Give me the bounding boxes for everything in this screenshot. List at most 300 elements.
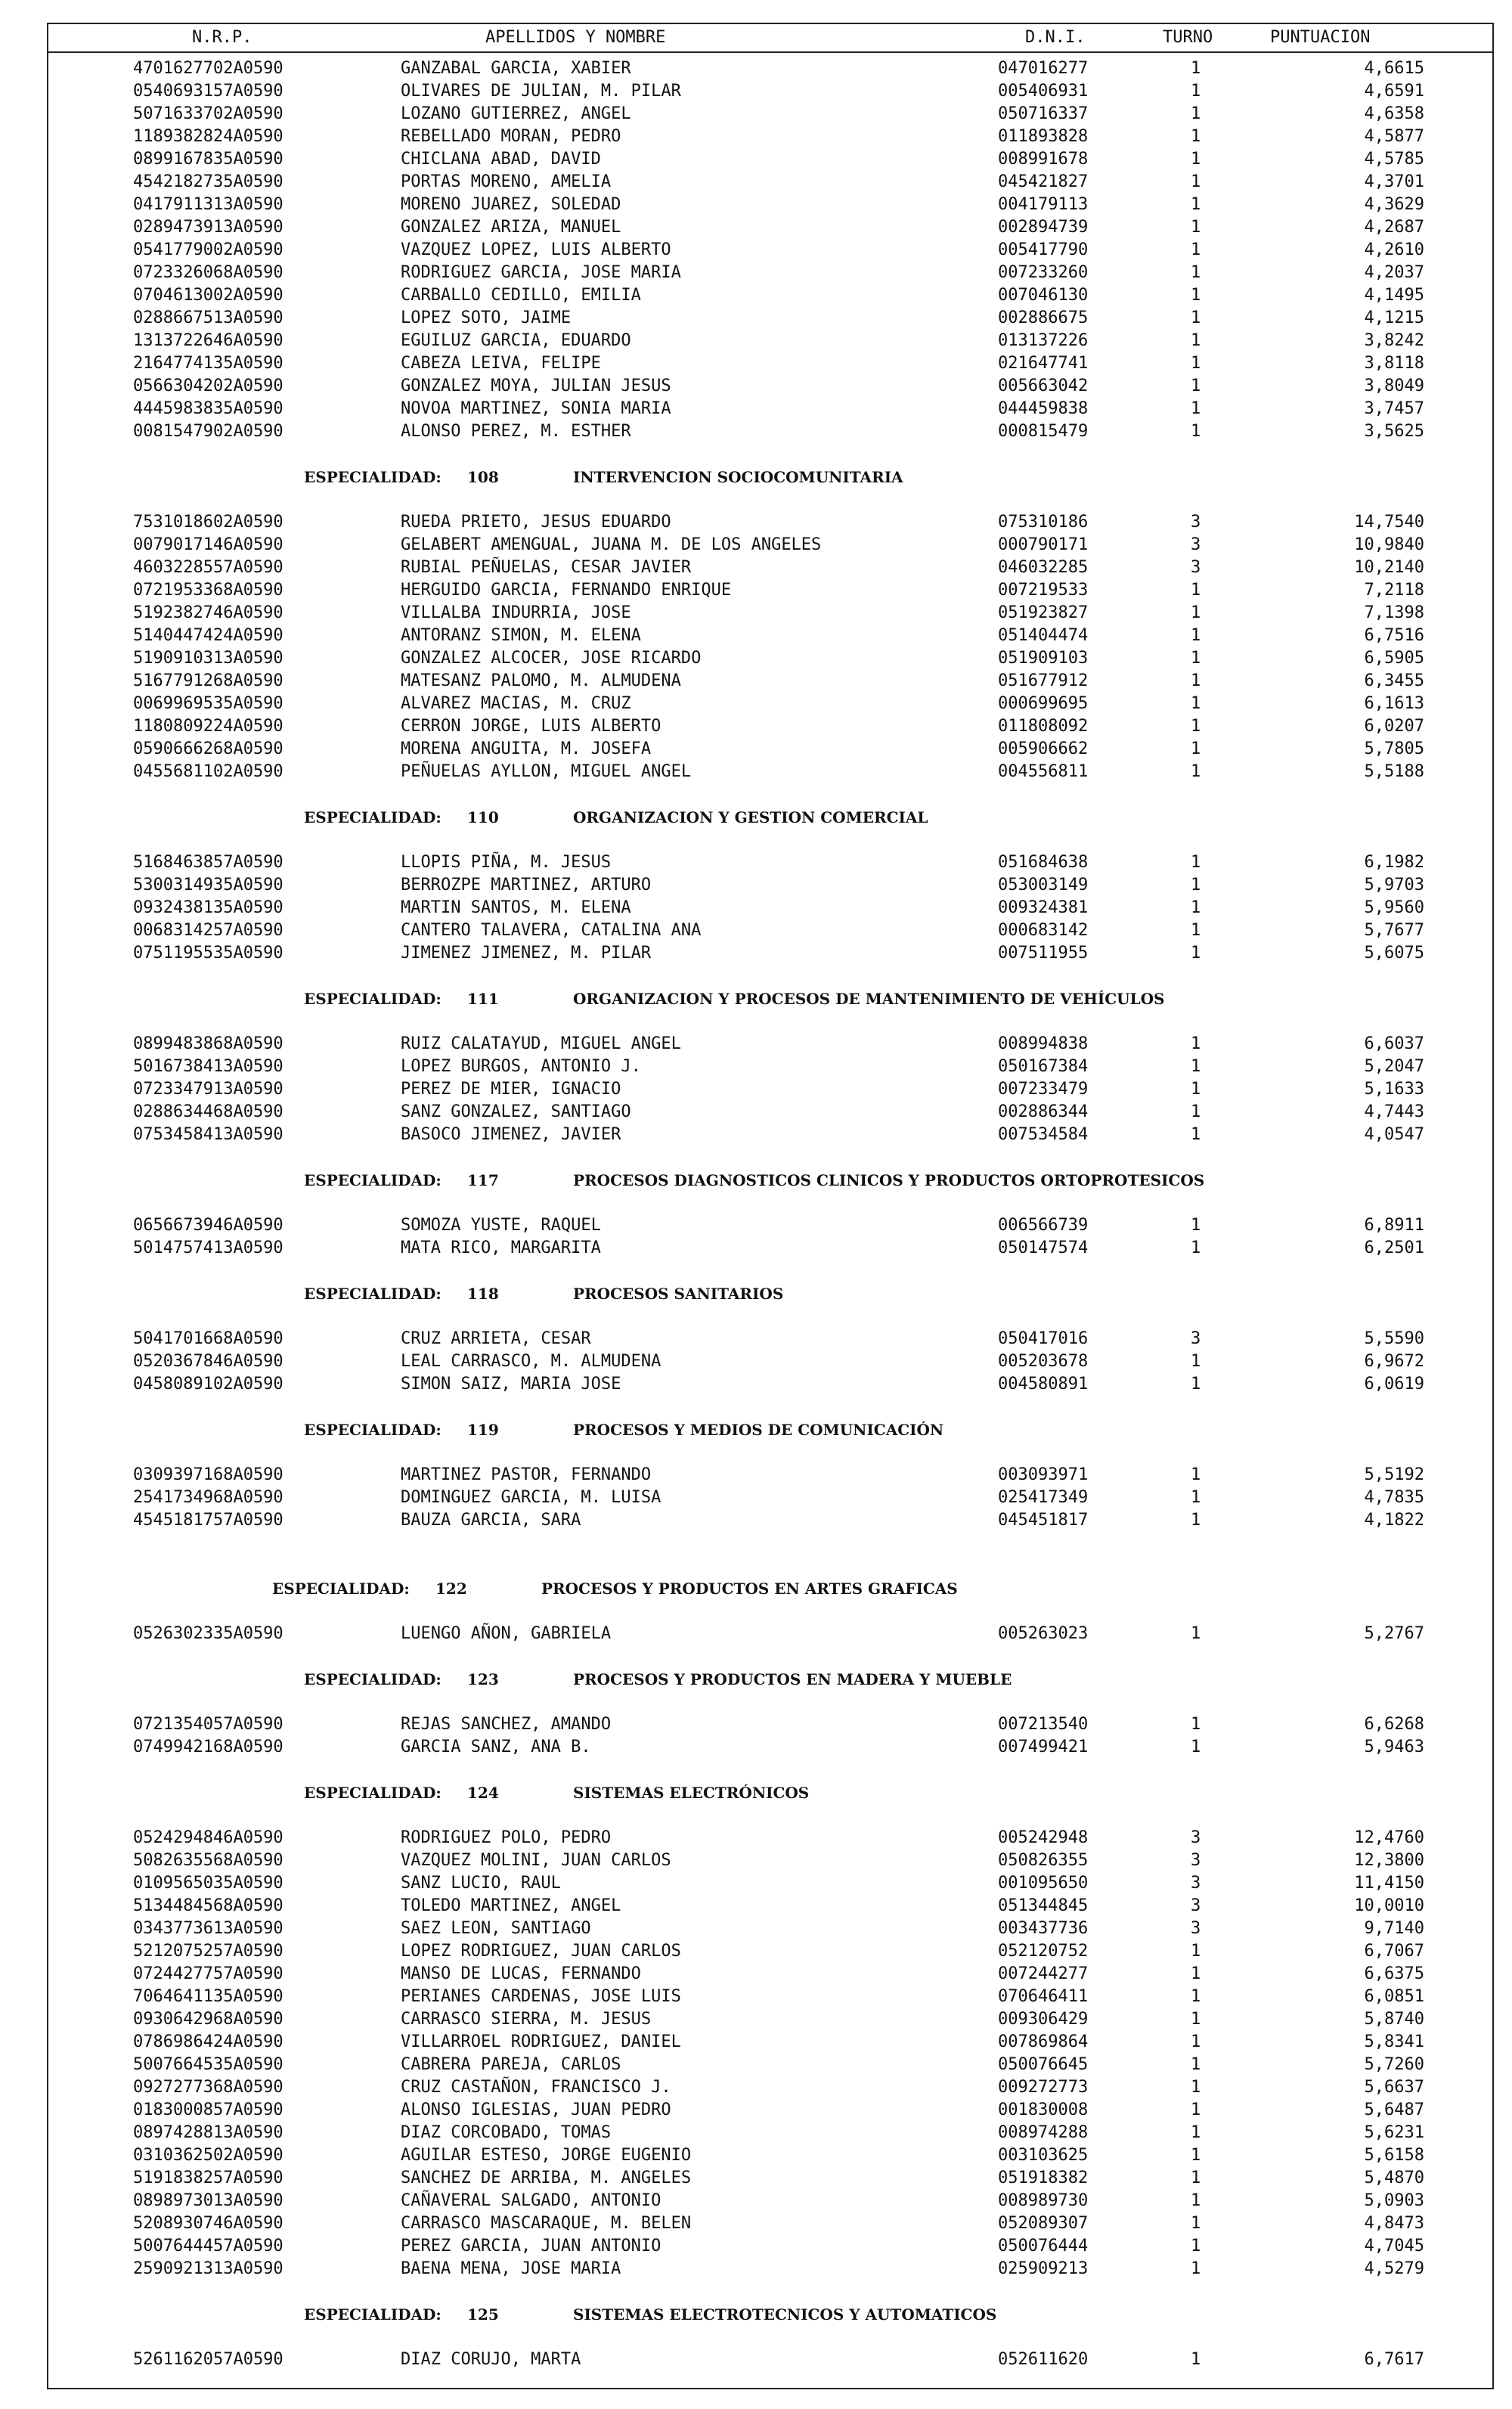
table-row bbox=[48, 262, 1492, 284]
dni-cell: 009306429 bbox=[998, 2010, 1089, 2029]
table-row bbox=[48, 2031, 1492, 2054]
puntuacion-cell: 4,0547 bbox=[1364, 1125, 1424, 1144]
name-cell: AGUILAR ESTESO, JORGE EUGENIO bbox=[401, 2146, 692, 2165]
turno-cell: 1 bbox=[1191, 150, 1201, 169]
name-cell: RODRIGUEZ GARCIA, JOSE MARIA bbox=[401, 263, 681, 282]
turno-cell: 1 bbox=[1191, 2123, 1201, 2142]
name-cell: ANTORANZ SIMON, M. ELENA bbox=[401, 626, 641, 645]
turno-cell: 1 bbox=[1191, 1964, 1201, 1983]
table-row bbox=[48, 897, 1492, 919]
table-row bbox=[48, 919, 1492, 942]
specialty-heading bbox=[48, 806, 1492, 829]
column-header-turno: TURNO bbox=[1163, 28, 1213, 47]
table-row bbox=[48, 1373, 1492, 1396]
turno-cell: 1 bbox=[1191, 649, 1201, 668]
turno-cell: 1 bbox=[1191, 1738, 1201, 1756]
table-row bbox=[48, 1101, 1492, 1124]
table-row bbox=[48, 1918, 1492, 1940]
puntuacion-cell: 5,2047 bbox=[1364, 1057, 1424, 1076]
puntuacion-cell: 6,8911 bbox=[1364, 1216, 1424, 1235]
table-row bbox=[48, 2099, 1492, 2122]
turno-cell: 3 bbox=[1191, 1896, 1201, 1915]
spacer bbox=[48, 1441, 1492, 1464]
dni-cell: 005906662 bbox=[998, 739, 1089, 758]
dni-cell: 002886344 bbox=[998, 1102, 1089, 1121]
turno-cell: 1 bbox=[1191, 354, 1201, 373]
name-cell: REJAS SANCHEZ, AMANDO bbox=[401, 1715, 612, 1734]
turno-cell: 1 bbox=[1191, 898, 1201, 917]
turno-cell: 3 bbox=[1191, 1874, 1201, 1893]
nrp-cell: 1189382824A0590 bbox=[133, 127, 284, 146]
turno-cell: 1 bbox=[1191, 1080, 1201, 1099]
turno-cell: 1 bbox=[1191, 1057, 1201, 1076]
name-cell: RUIZ CALATAYUD, MIGUEL ANGEL bbox=[401, 1034, 681, 1053]
column-header-name: APELLIDOS Y NOMBRE bbox=[485, 28, 666, 47]
nrp-cell: 0540693157A0590 bbox=[133, 82, 284, 101]
name-cell: PEREZ GARCIA, JUAN ANTONIO bbox=[401, 2237, 662, 2256]
name-cell: DIAZ CORUJO, MARTA bbox=[401, 2350, 581, 2369]
name-cell: HERGUIDO GARCIA, FERNANDO ENRIQUE bbox=[401, 581, 732, 600]
name-cell: BASOCO JIMENEZ, JAVIER bbox=[401, 1125, 621, 1144]
dni-cell: 070646411 bbox=[998, 1987, 1089, 2006]
dni-cell: 050076645 bbox=[998, 2055, 1089, 2074]
puntuacion-cell: 12,3800 bbox=[1354, 1851, 1424, 1870]
puntuacion-cell: 5,0903 bbox=[1364, 2191, 1424, 2210]
turno-cell: 3 bbox=[1191, 535, 1201, 554]
table-row bbox=[48, 330, 1492, 352]
spacer bbox=[48, 965, 1492, 987]
specialty-code: 108 bbox=[467, 468, 499, 486]
name-cell: DIAZ CORCOBADO, TOMAS bbox=[401, 2123, 612, 2142]
table-row bbox=[48, 2235, 1492, 2258]
nrp-cell: 5212075257A0590 bbox=[133, 1942, 284, 1961]
specialty-title: INTERVENCION SOCIOCOMUNITARIA bbox=[573, 468, 903, 486]
turno-cell: 1 bbox=[1191, 218, 1201, 237]
nrp-cell: 0455681102A0590 bbox=[133, 762, 284, 781]
puntuacion-cell: 3,7457 bbox=[1364, 399, 1424, 418]
nrp-cell: 0930642968A0590 bbox=[133, 2010, 284, 2029]
specialty-heading bbox=[48, 2303, 1492, 2326]
name-cell: SANZ GONZALEZ, SANTIAGO bbox=[401, 1102, 631, 1121]
turno-cell: 1 bbox=[1191, 1216, 1201, 1235]
puntuacion-cell: 3,5625 bbox=[1364, 422, 1424, 441]
dni-cell: 009272773 bbox=[998, 2078, 1089, 2097]
puntuacion-cell: 4,1215 bbox=[1364, 308, 1424, 327]
name-cell: VILLALBA INDURRIA, JOSE bbox=[401, 603, 631, 622]
specialty-title: PROCESOS Y MEDIOS DE COMUNICACIÓN bbox=[573, 1421, 944, 1439]
dni-cell: 052120752 bbox=[998, 1942, 1089, 1961]
specialty-heading bbox=[48, 987, 1492, 1010]
puntuacion-cell: 10,9840 bbox=[1354, 535, 1424, 554]
puntuacion-cell: 6,0619 bbox=[1364, 1375, 1424, 1394]
dni-cell: 000790171 bbox=[998, 535, 1089, 554]
puntuacion-cell: 6,7617 bbox=[1364, 2350, 1424, 2369]
specialty-title: PROCESOS Y PRODUCTOS EN ARTES GRAFICAS bbox=[541, 1580, 958, 1598]
table-row bbox=[48, 216, 1492, 239]
turno-cell: 1 bbox=[1191, 1488, 1201, 1507]
puntuacion-cell: 10,0010 bbox=[1354, 1896, 1424, 1915]
dni-cell: 005406931 bbox=[998, 82, 1089, 101]
nrp-cell: 0068314257A0590 bbox=[133, 921, 284, 940]
turno-cell: 1 bbox=[1191, 399, 1201, 418]
turno-cell: 1 bbox=[1191, 739, 1201, 758]
dni-cell: 050147574 bbox=[998, 1239, 1089, 1257]
name-cell: MARTINEZ PASTOR, FERNANDO bbox=[401, 1465, 652, 1484]
nrp-cell: 5134484568A0590 bbox=[133, 1896, 284, 1915]
name-cell: ALONSO PEREZ, M. ESTHER bbox=[401, 422, 631, 441]
table-row bbox=[48, 942, 1492, 965]
table-row bbox=[48, 1872, 1492, 1895]
turno-cell: 1 bbox=[1191, 308, 1201, 327]
puntuacion-cell: 6,1613 bbox=[1364, 694, 1424, 713]
spacer bbox=[48, 1804, 1492, 1827]
name-cell: CERRON JORGE, LUIS ALBERTO bbox=[401, 717, 662, 736]
puntuacion-cell: 4,5877 bbox=[1364, 127, 1424, 146]
name-cell: GANZABAL GARCIA, XABIER bbox=[401, 59, 631, 78]
puntuacion-cell: 5,4870 bbox=[1364, 2169, 1424, 2187]
dni-cell: 000683142 bbox=[998, 921, 1089, 940]
column-header-dni: D.N.I. bbox=[1025, 28, 1086, 47]
dni-cell: 051344845 bbox=[998, 1896, 1089, 1915]
puntuacion-cell: 12,4760 bbox=[1354, 1828, 1424, 1847]
specialty-heading bbox=[48, 466, 1492, 488]
specialty-code: 111 bbox=[467, 990, 499, 1008]
dni-cell: 050716337 bbox=[998, 104, 1089, 123]
turno-cell: 1 bbox=[1191, 944, 1201, 963]
turno-cell: 1 bbox=[1191, 1511, 1201, 1530]
specialty-heading bbox=[48, 1577, 1492, 1600]
specialty-title: PROCESOS DIAGNOSTICOS CLINICOS Y PRODUCTOS ORTOPROTESICOS bbox=[573, 1171, 1205, 1189]
name-cell: BAENA MENA, JOSE MARIA bbox=[401, 2259, 621, 2278]
turno-cell: 1 bbox=[1191, 1239, 1201, 1257]
spacer bbox=[48, 443, 1492, 466]
table-row bbox=[48, 1124, 1492, 1146]
nrp-cell: 5041701668A0590 bbox=[133, 1329, 284, 1348]
nrp-cell: 0343773613A0590 bbox=[133, 1919, 284, 1938]
spacer bbox=[48, 1645, 1492, 1668]
puntuacion-cell: 5,9703 bbox=[1364, 876, 1424, 894]
nrp-cell: 0927277368A0590 bbox=[133, 2078, 284, 2097]
puntuacion-cell: 5,6637 bbox=[1364, 2078, 1424, 2097]
dni-cell: 046032285 bbox=[998, 558, 1089, 577]
specialty-code: 123 bbox=[467, 1670, 499, 1688]
puntuacion-cell: 5,6158 bbox=[1364, 2146, 1424, 2165]
specialty-title: ORGANIZACION Y GESTION COMERCIAL bbox=[573, 808, 928, 826]
table-row bbox=[48, 761, 1492, 783]
turno-cell: 1 bbox=[1191, 1375, 1201, 1394]
nrp-cell: 5007664535A0590 bbox=[133, 2055, 284, 2074]
turno-cell: 1 bbox=[1191, 2055, 1201, 2074]
nrp-cell: 1180809224A0590 bbox=[133, 717, 284, 736]
dni-cell: 007534584 bbox=[998, 1125, 1089, 1144]
turno-cell: 1 bbox=[1191, 1465, 1201, 1484]
name-cell: GELABERT AMENGUAL, JUANA M. DE LOS ANGELES bbox=[401, 535, 822, 554]
nrp-cell: 2590921313A0590 bbox=[133, 2259, 284, 2278]
table-row bbox=[48, 2258, 1492, 2280]
name-cell: BERROZPE MARTINEZ, ARTURO bbox=[401, 876, 652, 894]
name-cell: LOZANO GUTIERREZ, ANGEL bbox=[401, 104, 631, 123]
dni-cell: 007213540 bbox=[998, 1715, 1089, 1734]
nrp-cell: 0723347913A0590 bbox=[133, 1080, 284, 1099]
name-cell: MATA RICO, MARGARITA bbox=[401, 1239, 601, 1257]
puntuacion-cell: 4,7045 bbox=[1364, 2237, 1424, 2256]
specialty-heading bbox=[48, 1169, 1492, 1192]
turno-cell: 3 bbox=[1191, 1851, 1201, 1870]
puntuacion-cell: 5,2767 bbox=[1364, 1624, 1424, 1643]
specialty-label: ESPECIALIDAD: bbox=[304, 468, 442, 486]
dni-cell: 001095650 bbox=[998, 1874, 1089, 1893]
dni-cell: 051918382 bbox=[998, 2169, 1089, 2187]
nrp-cell: 0932438135A0590 bbox=[133, 898, 284, 917]
dni-cell: 050417016 bbox=[998, 1329, 1089, 1348]
specialty-heading bbox=[48, 1418, 1492, 1441]
name-cell: MANSO DE LUCAS, FERNANDO bbox=[401, 1964, 641, 1983]
table-row bbox=[48, 602, 1492, 625]
table-row bbox=[48, 851, 1492, 874]
puntuacion-cell: 6,7067 bbox=[1364, 1942, 1424, 1961]
puntuacion-cell: 5,9463 bbox=[1364, 1738, 1424, 1756]
dni-cell: 051923827 bbox=[998, 603, 1089, 622]
dni-cell: 007869864 bbox=[998, 2032, 1089, 2051]
dni-cell: 051909103 bbox=[998, 649, 1089, 668]
table-row bbox=[48, 171, 1492, 194]
name-cell: CHICLANA ABAD, DAVID bbox=[401, 150, 601, 169]
name-cell: PEÑUELAS AYLLON, MIGUEL ANGEL bbox=[401, 762, 692, 781]
puntuacion-cell: 3,8049 bbox=[1364, 377, 1424, 395]
specialty-code: 124 bbox=[467, 1784, 499, 1802]
name-cell: GONZALEZ ALCOCER, JOSE RICARDO bbox=[401, 649, 702, 668]
nrp-cell: 0541779002A0590 bbox=[133, 240, 284, 259]
dni-cell: 004556811 bbox=[998, 762, 1089, 781]
dni-cell: 008991678 bbox=[998, 150, 1089, 169]
name-cell: BAUZA GARCIA, SARA bbox=[401, 1511, 581, 1530]
turno-cell: 1 bbox=[1191, 104, 1201, 123]
nrp-cell: 5016738413A0590 bbox=[133, 1057, 284, 1076]
nrp-cell: 0183000857A0590 bbox=[133, 2101, 284, 2119]
table-row bbox=[48, 1328, 1492, 1350]
dni-cell: 007046130 bbox=[998, 286, 1089, 305]
turno-cell: 3 bbox=[1191, 513, 1201, 532]
puntuacion-cell: 4,5279 bbox=[1364, 2259, 1424, 2278]
table-row bbox=[48, 57, 1492, 80]
name-cell: LOPEZ SOTO, JAIME bbox=[401, 308, 572, 327]
dni-cell: 003437736 bbox=[998, 1919, 1089, 1938]
turno-cell: 1 bbox=[1191, 2350, 1201, 2369]
specialty-heading bbox=[48, 1282, 1492, 1305]
table-row bbox=[48, 1056, 1492, 1078]
puntuacion-cell: 5,7677 bbox=[1364, 921, 1424, 940]
dni-cell: 008974288 bbox=[998, 2123, 1089, 2142]
turno-cell: 1 bbox=[1191, 59, 1201, 78]
table-row bbox=[48, 1033, 1492, 1056]
spacer bbox=[48, 1305, 1492, 1328]
puntuacion-cell: 9,7140 bbox=[1364, 1919, 1424, 1938]
name-cell: CRUZ CASTAÑON, FRANCISCO J. bbox=[401, 2078, 671, 2097]
table-row bbox=[48, 1078, 1492, 1101]
table-row bbox=[48, 625, 1492, 647]
puntuacion-cell: 14,7540 bbox=[1354, 513, 1424, 532]
nrp-cell: 4701627702A0590 bbox=[133, 59, 284, 78]
turno-cell: 1 bbox=[1191, 82, 1201, 101]
table-row bbox=[48, 194, 1492, 216]
name-cell: ALONSO IGLESIAS, JUAN PEDRO bbox=[401, 2101, 671, 2119]
table-row bbox=[48, 2122, 1492, 2144]
spacer bbox=[48, 2326, 1492, 2349]
table-row bbox=[48, 1214, 1492, 1237]
dni-cell: 007219533 bbox=[998, 581, 1089, 600]
table-row bbox=[48, 715, 1492, 738]
nrp-cell: 0590666268A0590 bbox=[133, 739, 284, 758]
dni-cell: 025417349 bbox=[998, 1488, 1089, 1507]
nrp-cell: 0309397168A0590 bbox=[133, 1465, 284, 1484]
turno-cell: 1 bbox=[1191, 1102, 1201, 1121]
puntuacion-cell: 6,7516 bbox=[1364, 626, 1424, 645]
nrp-cell: 0288634468A0590 bbox=[133, 1102, 284, 1121]
puntuacion-cell: 6,6375 bbox=[1364, 1964, 1424, 1983]
spacer bbox=[48, 1759, 1492, 1781]
dni-cell: 003103625 bbox=[998, 2146, 1089, 2165]
dni-cell: 000699695 bbox=[998, 694, 1089, 713]
name-cell: MORENO JUAREZ, SOLEDAD bbox=[401, 195, 621, 214]
dni-cell: 011893828 bbox=[998, 127, 1089, 146]
specialty-label: ESPECIALIDAD: bbox=[304, 1421, 442, 1439]
name-cell: RUBIAL PEÑUELAS, CESAR JAVIER bbox=[401, 558, 692, 577]
turno-cell: 3 bbox=[1191, 1329, 1201, 1348]
dni-cell: 011808092 bbox=[998, 717, 1089, 736]
turno-cell: 3 bbox=[1191, 558, 1201, 577]
table-row bbox=[48, 2212, 1492, 2235]
turno-cell: 1 bbox=[1191, 172, 1201, 191]
turno-cell: 1 bbox=[1191, 876, 1201, 894]
table-row bbox=[48, 375, 1492, 398]
turno-cell: 1 bbox=[1191, 1034, 1201, 1053]
nrp-cell: 0786986424A0590 bbox=[133, 2032, 284, 2051]
dni-cell: 051677912 bbox=[998, 671, 1089, 690]
nrp-cell: 0109565035A0590 bbox=[133, 1874, 284, 1893]
dni-cell: 045451817 bbox=[998, 1511, 1089, 1530]
turno-cell: 1 bbox=[1191, 921, 1201, 940]
nrp-cell: 0753458413A0590 bbox=[133, 1125, 284, 1144]
puntuacion-cell: 7,1398 bbox=[1364, 603, 1424, 622]
name-cell: OLIVARES DE JULIAN, M. PILAR bbox=[401, 82, 681, 101]
nrp-cell: 5192382746A0590 bbox=[133, 603, 284, 622]
turno-cell: 1 bbox=[1191, 377, 1201, 395]
specialty-label: ESPECIALIDAD: bbox=[304, 1285, 442, 1303]
specialty-heading bbox=[48, 1668, 1492, 1691]
nrp-cell: 5014757413A0590 bbox=[133, 1239, 284, 1257]
spacer bbox=[48, 829, 1492, 851]
turno-cell: 1 bbox=[1191, 263, 1201, 282]
specialty-title: ORGANIZACION Y PROCESOS DE MANTENIMIENTO DE VEHÍCULOS bbox=[573, 990, 1165, 1008]
turno-cell: 1 bbox=[1191, 127, 1201, 146]
name-cell: RUEDA PRIETO, JESUS EDUARDO bbox=[401, 513, 671, 532]
name-cell: RODRIGUEZ POLO, PEDRO bbox=[401, 1828, 612, 1847]
name-cell: SAEZ LEON, SANTIAGO bbox=[401, 1919, 591, 1938]
specialty-code: 110 bbox=[467, 808, 499, 826]
spacer bbox=[48, 1532, 1492, 1577]
spacer bbox=[48, 1146, 1492, 1169]
results-document bbox=[47, 23, 1494, 2389]
column-header-puntuacion: PUNTUACION bbox=[1270, 28, 1371, 47]
name-cell: EGUILUZ GARCIA, EDUARDO bbox=[401, 331, 631, 350]
nrp-cell: 0417911313A0590 bbox=[133, 195, 284, 214]
turno-cell: 1 bbox=[1191, 603, 1201, 622]
table-row bbox=[48, 1827, 1492, 1849]
dni-cell: 003093971 bbox=[998, 1465, 1089, 1484]
table-row bbox=[48, 1963, 1492, 1986]
table-row bbox=[48, 1895, 1492, 1918]
puntuacion-cell: 6,0207 bbox=[1364, 717, 1424, 736]
name-cell: PEREZ DE MIER, IGNACIO bbox=[401, 1080, 621, 1099]
name-cell: CARRASCO MASCARAQUE, M. BELEN bbox=[401, 2214, 692, 2233]
name-cell: SOMOZA YUSTE, RAQUEL bbox=[401, 1216, 601, 1235]
dni-cell: 045421827 bbox=[998, 172, 1089, 191]
turno-cell: 1 bbox=[1191, 1942, 1201, 1961]
turno-cell: 1 bbox=[1191, 240, 1201, 259]
nrp-cell: 5300314935A0590 bbox=[133, 876, 284, 894]
puntuacion-cell: 4,6358 bbox=[1364, 104, 1424, 123]
dni-cell: 005242948 bbox=[998, 1828, 1089, 1847]
puntuacion-cell: 4,6615 bbox=[1364, 59, 1424, 78]
turno-cell: 1 bbox=[1191, 2259, 1201, 2278]
table-row bbox=[48, 1509, 1492, 1532]
turno-cell: 1 bbox=[1191, 1125, 1201, 1144]
nrp-cell: 0288667513A0590 bbox=[133, 308, 284, 327]
nrp-cell: 5190910313A0590 bbox=[133, 649, 284, 668]
dni-cell: 007244277 bbox=[998, 1964, 1089, 1983]
name-cell: CARRASCO SIERRA, M. JESUS bbox=[401, 2010, 652, 2029]
name-cell: GARCIA SANZ, ANA B. bbox=[401, 1738, 591, 1756]
nrp-cell: 0899483868A0590 bbox=[133, 1034, 284, 1053]
table-row bbox=[48, 80, 1492, 103]
turno-cell: 1 bbox=[1191, 422, 1201, 441]
name-cell: LOPEZ RODRIGUEZ, JUAN CARLOS bbox=[401, 1942, 681, 1961]
dni-cell: 025909213 bbox=[998, 2259, 1089, 2278]
table-row bbox=[48, 239, 1492, 262]
dni-cell: 013137226 bbox=[998, 331, 1089, 350]
table-row bbox=[48, 670, 1492, 693]
nrp-cell: 2541734968A0590 bbox=[133, 1488, 284, 1507]
puntuacion-cell: 4,2037 bbox=[1364, 263, 1424, 282]
puntuacion-cell: 6,3455 bbox=[1364, 671, 1424, 690]
name-cell: PERIANES CARDENAS, JOSE LUIS bbox=[401, 1987, 681, 2006]
table-row bbox=[48, 2167, 1492, 2190]
table-row bbox=[48, 352, 1492, 375]
puntuacion-cell: 5,1633 bbox=[1364, 1080, 1424, 1099]
turno-cell: 1 bbox=[1191, 2032, 1201, 2051]
name-cell: CRUZ ARRIETA, CESAR bbox=[401, 1329, 591, 1348]
nrp-cell: 4445983835A0590 bbox=[133, 399, 284, 418]
nrp-cell: 0723326068A0590 bbox=[133, 263, 284, 282]
table-row bbox=[48, 307, 1492, 330]
puntuacion-cell: 6,9672 bbox=[1364, 1352, 1424, 1371]
name-cell: TOLEDO MARTINEZ, ANGEL bbox=[401, 1896, 621, 1915]
table-row bbox=[48, 1464, 1492, 1487]
dni-cell: 075310186 bbox=[998, 513, 1089, 532]
name-cell: LLOPIS PIÑA, M. JESUS bbox=[401, 853, 612, 872]
name-cell: CABRERA PAREJA, CARLOS bbox=[401, 2055, 621, 2074]
puntuacion-cell: 11,4150 bbox=[1354, 1874, 1424, 1893]
name-cell: ALVAREZ MACIAS, M. CRUZ bbox=[401, 694, 631, 713]
table-body bbox=[48, 57, 1492, 2371]
nrp-cell: 4542182735A0590 bbox=[133, 172, 284, 191]
table-header bbox=[48, 24, 1492, 53]
nrp-cell: 0524294846A0590 bbox=[133, 1828, 284, 1847]
turno-cell: 3 bbox=[1191, 1919, 1201, 1938]
nrp-cell: 0899167835A0590 bbox=[133, 150, 284, 169]
dni-cell: 006566739 bbox=[998, 1216, 1089, 1235]
turno-cell: 1 bbox=[1191, 286, 1201, 305]
